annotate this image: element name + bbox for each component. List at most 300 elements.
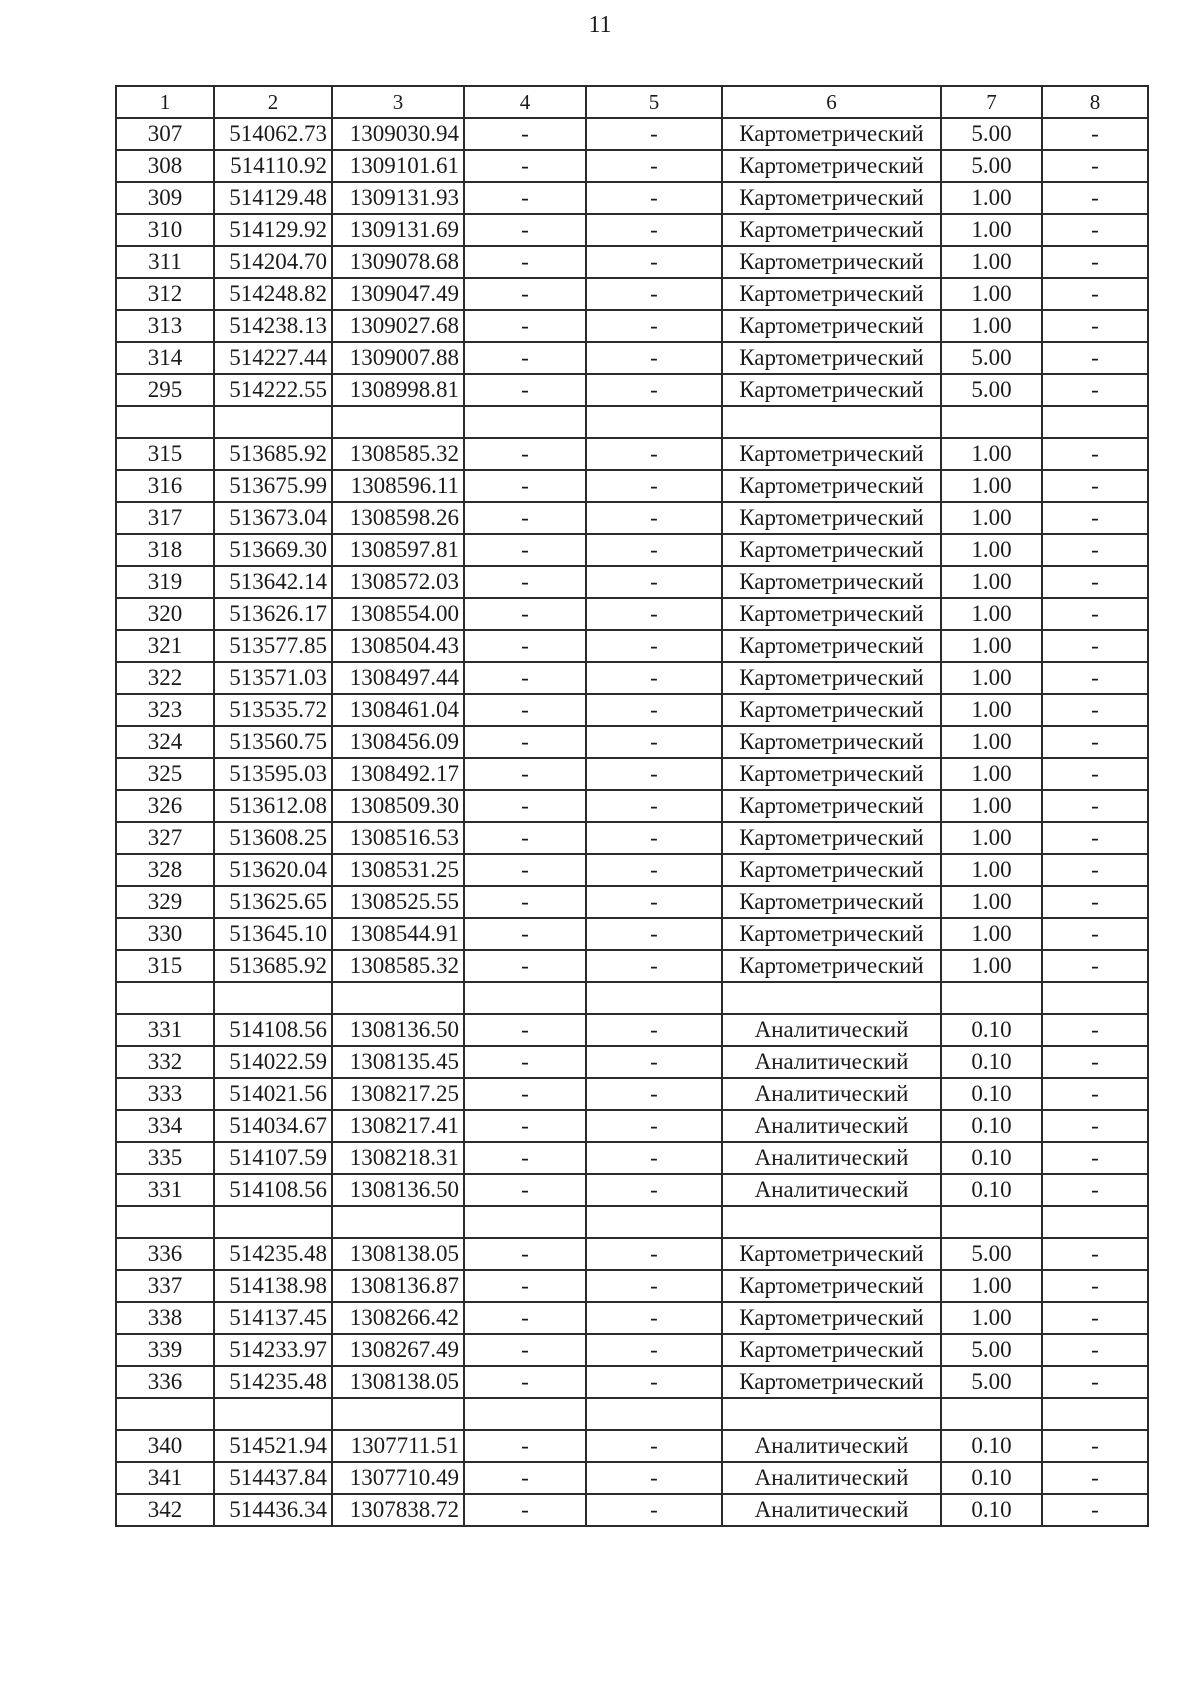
table-cell: -: [1042, 1334, 1148, 1366]
table-cell: Картометрический: [722, 118, 941, 150]
table-cell: -: [1042, 214, 1148, 246]
table-cell: Картометрический: [722, 150, 941, 182]
table-cell: Картометрический: [722, 630, 941, 662]
table-row: [116, 726, 1148, 758]
table-cell: Картометрический: [722, 1238, 941, 1270]
table-cell: -: [1042, 310, 1148, 342]
table-cell: 1.00: [941, 470, 1042, 502]
table-cell: 1307711.51: [332, 1430, 464, 1462]
table-cell: -: [586, 438, 722, 470]
table-cell: Картометрический: [722, 598, 941, 630]
table-cell: -: [464, 342, 586, 374]
table-cell: -: [1042, 1270, 1148, 1302]
table-header-row: [116, 86, 1148, 118]
table-cell: 326: [116, 790, 214, 822]
table-cell: -: [586, 1078, 722, 1110]
table-cell: 513625.65: [214, 886, 332, 918]
table-cell: -: [586, 1430, 722, 1462]
table-cell: Аналитический: [722, 1174, 941, 1206]
table-cell: Аналитический: [722, 1430, 941, 1462]
table-cell: 1308266.42: [332, 1302, 464, 1334]
table-row: [116, 822, 1148, 854]
table-cell: 514137.45: [214, 1302, 332, 1334]
table-cell: [1042, 982, 1148, 1014]
table-cell: -: [464, 694, 586, 726]
table-cell: -: [1042, 1430, 1148, 1462]
table-cell: -: [464, 534, 586, 566]
table-cell: 1.00: [941, 758, 1042, 790]
table-cell: 514110.92: [214, 150, 332, 182]
table-cell: -: [464, 1078, 586, 1110]
table-cell: 340: [116, 1430, 214, 1462]
table-cell: [116, 982, 214, 1014]
table-cell: -: [586, 1270, 722, 1302]
table-cell: Аналитический: [722, 1494, 941, 1526]
table-cell: Картометрический: [722, 822, 941, 854]
table-cell: -: [1042, 566, 1148, 598]
table-row: [116, 1174, 1148, 1206]
table-cell: 1.00: [941, 950, 1042, 982]
table-cell: Картометрический: [722, 246, 941, 278]
table-cell: -: [464, 1046, 586, 1078]
table-cell: -: [586, 726, 722, 758]
table-cell: -: [1042, 1142, 1148, 1174]
table-cell: Картометрический: [722, 310, 941, 342]
table-row: [116, 950, 1148, 982]
table-cell: -: [1042, 374, 1148, 406]
table-cell: 342: [116, 1494, 214, 1526]
table-cell: 514222.55: [214, 374, 332, 406]
table-cell: -: [586, 822, 722, 854]
table-cell: 1308218.31: [332, 1142, 464, 1174]
table-cell: [586, 1206, 722, 1238]
table-cell: -: [1042, 694, 1148, 726]
table-cell: Картометрический: [722, 662, 941, 694]
table-cell: Картометрический: [722, 886, 941, 918]
table-row: [116, 118, 1148, 150]
table-cell: 1308217.41: [332, 1110, 464, 1142]
table-cell: Аналитический: [722, 1462, 941, 1494]
table-row: [116, 150, 1148, 182]
table-cell: 318: [116, 534, 214, 566]
table-row: [116, 246, 1148, 278]
table-cell: -: [1042, 1238, 1148, 1270]
table-cell: 1.00: [941, 438, 1042, 470]
table-cell: 514108.56: [214, 1174, 332, 1206]
table-cell: -: [586, 1046, 722, 1078]
table-cell: Картометрический: [722, 438, 941, 470]
table-cell: 513620.04: [214, 854, 332, 886]
table-cell: 1308136.87: [332, 1270, 464, 1302]
table-cell: 0.10: [941, 1046, 1042, 1078]
table-cell: 309: [116, 182, 214, 214]
table-cell: -: [1042, 1174, 1148, 1206]
table-cell: -: [586, 918, 722, 950]
table-cell: -: [586, 566, 722, 598]
table-cell: 1308136.50: [332, 1174, 464, 1206]
table-cell: 513675.99: [214, 470, 332, 502]
table-spacer-row: [116, 1206, 1148, 1238]
table-cell: 513595.03: [214, 758, 332, 790]
table-cell: 513645.10: [214, 918, 332, 950]
table-cell: 513673.04: [214, 502, 332, 534]
table-cell: 1308597.81: [332, 534, 464, 566]
table-cell: -: [1042, 790, 1148, 822]
table-cell: -: [586, 1174, 722, 1206]
column-header: 8: [1042, 86, 1148, 118]
table-cell: 5.00: [941, 150, 1042, 182]
table-cell: 1308596.11: [332, 470, 464, 502]
column-header: 7: [941, 86, 1042, 118]
table-row: [116, 1142, 1148, 1174]
table-row: [116, 214, 1148, 246]
table-cell: 0.10: [941, 1494, 1042, 1526]
table-row: [116, 1238, 1148, 1270]
table-cell: 0.10: [941, 1142, 1042, 1174]
table-cell: 1308531.25: [332, 854, 464, 886]
table-cell: -: [586, 630, 722, 662]
table-row: [116, 1494, 1148, 1526]
table-cell: 1.00: [941, 662, 1042, 694]
table-cell: 1.00: [941, 790, 1042, 822]
table-cell: -: [464, 502, 586, 534]
table-cell: Картометрический: [722, 1366, 941, 1398]
table-cell: -: [464, 854, 586, 886]
table-cell: 330: [116, 918, 214, 950]
table-cell: 1.00: [941, 502, 1042, 534]
table-cell: [941, 982, 1042, 1014]
table-cell: -: [1042, 918, 1148, 950]
table-cell: [722, 982, 941, 1014]
table-cell: -: [464, 1494, 586, 1526]
table-cell: -: [586, 1366, 722, 1398]
table-cell: 317: [116, 502, 214, 534]
table-cell: -: [464, 918, 586, 950]
table-cell: -: [1042, 342, 1148, 374]
table-cell: -: [464, 1142, 586, 1174]
table-cell: -: [464, 950, 586, 982]
table-cell: Картометрический: [722, 1270, 941, 1302]
table-cell: -: [1042, 534, 1148, 566]
page-number: 11: [588, 12, 612, 38]
table-cell: -: [464, 1430, 586, 1462]
table-cell: [214, 406, 332, 438]
table-row: [116, 1014, 1148, 1046]
table-cell: -: [1042, 662, 1148, 694]
table-cell: -: [464, 470, 586, 502]
table-cell: 514204.70: [214, 246, 332, 278]
table-cell: 1308585.32: [332, 438, 464, 470]
table-cell: 0.10: [941, 1462, 1042, 1494]
table-cell: Картометрический: [722, 950, 941, 982]
table-cell: -: [464, 758, 586, 790]
table-cell: -: [1042, 246, 1148, 278]
table-cell: -: [464, 566, 586, 598]
table-cell: Картометрический: [722, 854, 941, 886]
table-cell: -: [464, 1334, 586, 1366]
table-row: [116, 662, 1148, 694]
table-row: [116, 1430, 1148, 1462]
table-cell: 514235.48: [214, 1238, 332, 1270]
table-cell: -: [1042, 950, 1148, 982]
table-cell: 339: [116, 1334, 214, 1366]
table-cell: 1308138.05: [332, 1238, 464, 1270]
column-header: 5: [586, 86, 722, 118]
table-cell: 514129.48: [214, 182, 332, 214]
table-cell: 5.00: [941, 118, 1042, 150]
table-cell: -: [1042, 1302, 1148, 1334]
table-cell: -: [464, 726, 586, 758]
table-cell: 331: [116, 1014, 214, 1046]
table-cell: 323: [116, 694, 214, 726]
table-cell: 335: [116, 1142, 214, 1174]
table-cell: 1309131.93: [332, 182, 464, 214]
table-cell: Картометрический: [722, 278, 941, 310]
table-cell: 308: [116, 150, 214, 182]
table-cell: 1309027.68: [332, 310, 464, 342]
table-cell: [722, 406, 941, 438]
column-header: 2: [214, 86, 332, 118]
table-cell: -: [1042, 886, 1148, 918]
table-cell: -: [464, 278, 586, 310]
table-cell: -: [464, 1366, 586, 1398]
table-cell: 1309030.94: [332, 118, 464, 150]
table-cell: -: [1042, 854, 1148, 886]
table-cell: 514129.92: [214, 214, 332, 246]
table-cell: 514521.94: [214, 1430, 332, 1462]
table-cell: Картометрический: [722, 534, 941, 566]
table-cell: 1308998.81: [332, 374, 464, 406]
table-cell: 513608.25: [214, 822, 332, 854]
table-cell: [464, 1206, 586, 1238]
table-cell: 324: [116, 726, 214, 758]
table-cell: -: [1042, 150, 1148, 182]
table-cell: [586, 982, 722, 1014]
table-cell: Аналитический: [722, 1014, 941, 1046]
table-cell: 514436.34: [214, 1494, 332, 1526]
table-cell: 513685.92: [214, 438, 332, 470]
table-cell: [1042, 406, 1148, 438]
table-cell: 333: [116, 1078, 214, 1110]
table-cell: [941, 1398, 1042, 1430]
table-cell: 1.00: [941, 534, 1042, 566]
table-cell: [116, 406, 214, 438]
table-cell: 329: [116, 886, 214, 918]
table-cell: 514248.82: [214, 278, 332, 310]
table-cell: [1042, 1206, 1148, 1238]
table-cell: -: [464, 886, 586, 918]
column-header: 4: [464, 86, 586, 118]
table-row: [116, 534, 1148, 566]
table-cell: 1308217.25: [332, 1078, 464, 1110]
table-row: [116, 918, 1148, 950]
table-cell: 1308138.05: [332, 1366, 464, 1398]
table-cell: -: [1042, 118, 1148, 150]
table-cell: 1.00: [941, 598, 1042, 630]
table-cell: 1308504.43: [332, 630, 464, 662]
table-spacer-row: [116, 1398, 1148, 1430]
table-cell: [464, 406, 586, 438]
table-cell: 0.10: [941, 1078, 1042, 1110]
table-cell: -: [1042, 822, 1148, 854]
table-cell: 514138.98: [214, 1270, 332, 1302]
table-cell: -: [586, 1014, 722, 1046]
table-cell: 514238.13: [214, 310, 332, 342]
table-row: [116, 1462, 1148, 1494]
table-cell: 312: [116, 278, 214, 310]
table-cell: [332, 1206, 464, 1238]
table-row: [116, 470, 1148, 502]
table-cell: -: [586, 1494, 722, 1526]
table-cell: -: [586, 598, 722, 630]
table-cell: 1308497.44: [332, 662, 464, 694]
table-cell: -: [586, 118, 722, 150]
table-row: [116, 630, 1148, 662]
table-cell: -: [1042, 278, 1148, 310]
table-cell: 1.00: [941, 214, 1042, 246]
table-cell: [116, 1206, 214, 1238]
table-cell: [941, 1206, 1042, 1238]
table-cell: 328: [116, 854, 214, 886]
table-cell: 514034.67: [214, 1110, 332, 1142]
table-cell: 1308461.04: [332, 694, 464, 726]
table-cell: 1307838.72: [332, 1494, 464, 1526]
table-cell: 1308544.91: [332, 918, 464, 950]
table-cell: 1309047.49: [332, 278, 464, 310]
table-cell: 1308598.26: [332, 502, 464, 534]
table-cell: -: [1042, 182, 1148, 214]
table-cell: -: [586, 182, 722, 214]
table-cell: 514062.73: [214, 118, 332, 150]
table-cell: -: [464, 790, 586, 822]
table-row: [116, 342, 1148, 374]
table-cell: 1.00: [941, 694, 1042, 726]
table-cell: [722, 1398, 941, 1430]
table-cell: -: [464, 182, 586, 214]
table-cell: Картометрический: [722, 566, 941, 598]
table-cell: -: [464, 662, 586, 694]
table-cell: [941, 406, 1042, 438]
table-cell: 337: [116, 1270, 214, 1302]
table-cell: -: [586, 374, 722, 406]
table-cell: [214, 1206, 332, 1238]
table-cell: -: [586, 1334, 722, 1366]
table-cell: 1308135.45: [332, 1046, 464, 1078]
table-cell: Картометрический: [722, 182, 941, 214]
table-row: [116, 694, 1148, 726]
table-cell: -: [586, 886, 722, 918]
table-cell: Аналитический: [722, 1078, 941, 1110]
table-cell: -: [464, 1462, 586, 1494]
table-cell: 513626.17: [214, 598, 332, 630]
table-cell: -: [464, 1238, 586, 1270]
table-cell: 315: [116, 950, 214, 982]
table-cell: Картометрический: [722, 726, 941, 758]
table-cell: Картометрический: [722, 790, 941, 822]
table-body: [116, 118, 1148, 1526]
table-cell: 332: [116, 1046, 214, 1078]
table-cell: -: [586, 950, 722, 982]
table-cell: 1.00: [941, 1270, 1042, 1302]
table-spacer-row: [116, 406, 1148, 438]
table-cell: 1.00: [941, 566, 1042, 598]
table-cell: 316: [116, 470, 214, 502]
table-cell: Картометрический: [722, 470, 941, 502]
table-cell: [722, 1206, 941, 1238]
table-cell: 514235.48: [214, 1366, 332, 1398]
table-cell: -: [1042, 1046, 1148, 1078]
table-cell: [214, 982, 332, 1014]
table-row: [116, 1302, 1148, 1334]
table-cell: 0.10: [941, 1430, 1042, 1462]
table-cell: -: [586, 342, 722, 374]
table-cell: Картометрический: [722, 694, 941, 726]
table-row: [116, 502, 1148, 534]
table-cell: [332, 1398, 464, 1430]
table-cell: [116, 1398, 214, 1430]
table-row: [116, 438, 1148, 470]
table-cell: -: [1042, 1110, 1148, 1142]
table-cell: 513535.72: [214, 694, 332, 726]
table-cell: 513560.75: [214, 726, 332, 758]
table-cell: -: [1042, 726, 1148, 758]
table-cell: -: [1042, 438, 1148, 470]
table-cell: [586, 1398, 722, 1430]
table-cell: 334: [116, 1110, 214, 1142]
table-cell: 1308554.00: [332, 598, 464, 630]
table-cell: Картометрический: [722, 374, 941, 406]
column-header: 6: [722, 86, 941, 118]
table-cell: 514437.84: [214, 1462, 332, 1494]
table-cell: -: [586, 758, 722, 790]
table-cell: -: [464, 598, 586, 630]
table-cell: 1.00: [941, 630, 1042, 662]
table-cell: 5.00: [941, 342, 1042, 374]
table-cell: 1308267.49: [332, 1334, 464, 1366]
table-cell: 513669.30: [214, 534, 332, 566]
table-cell: -: [464, 246, 586, 278]
table-cell: -: [586, 502, 722, 534]
table-cell: -: [464, 438, 586, 470]
table-cell: -: [586, 694, 722, 726]
table-cell: 1309078.68: [332, 246, 464, 278]
table-cell: -: [464, 118, 586, 150]
table-cell: -: [586, 1142, 722, 1174]
table-cell: 1307710.49: [332, 1462, 464, 1494]
table-cell: 1.00: [941, 1302, 1042, 1334]
table-cell: -: [464, 214, 586, 246]
table-cell: 5.00: [941, 1238, 1042, 1270]
table-row: [116, 1078, 1148, 1110]
table-cell: Картометрический: [722, 1334, 941, 1366]
table-cell: -: [586, 246, 722, 278]
table-cell: [464, 1398, 586, 1430]
table-row: [116, 758, 1148, 790]
table-cell: 327: [116, 822, 214, 854]
table-cell: -: [1042, 1014, 1148, 1046]
table-cell: 1.00: [941, 822, 1042, 854]
table-row: [116, 566, 1148, 598]
table-cell: 336: [116, 1238, 214, 1270]
table-cell: -: [464, 1270, 586, 1302]
table-cell: -: [586, 854, 722, 886]
table-cell: 1.00: [941, 278, 1042, 310]
table-cell: 321: [116, 630, 214, 662]
table-row: [116, 310, 1148, 342]
table-row: [116, 182, 1148, 214]
table-cell: [1042, 1398, 1148, 1430]
table-cell: 1309101.61: [332, 150, 464, 182]
